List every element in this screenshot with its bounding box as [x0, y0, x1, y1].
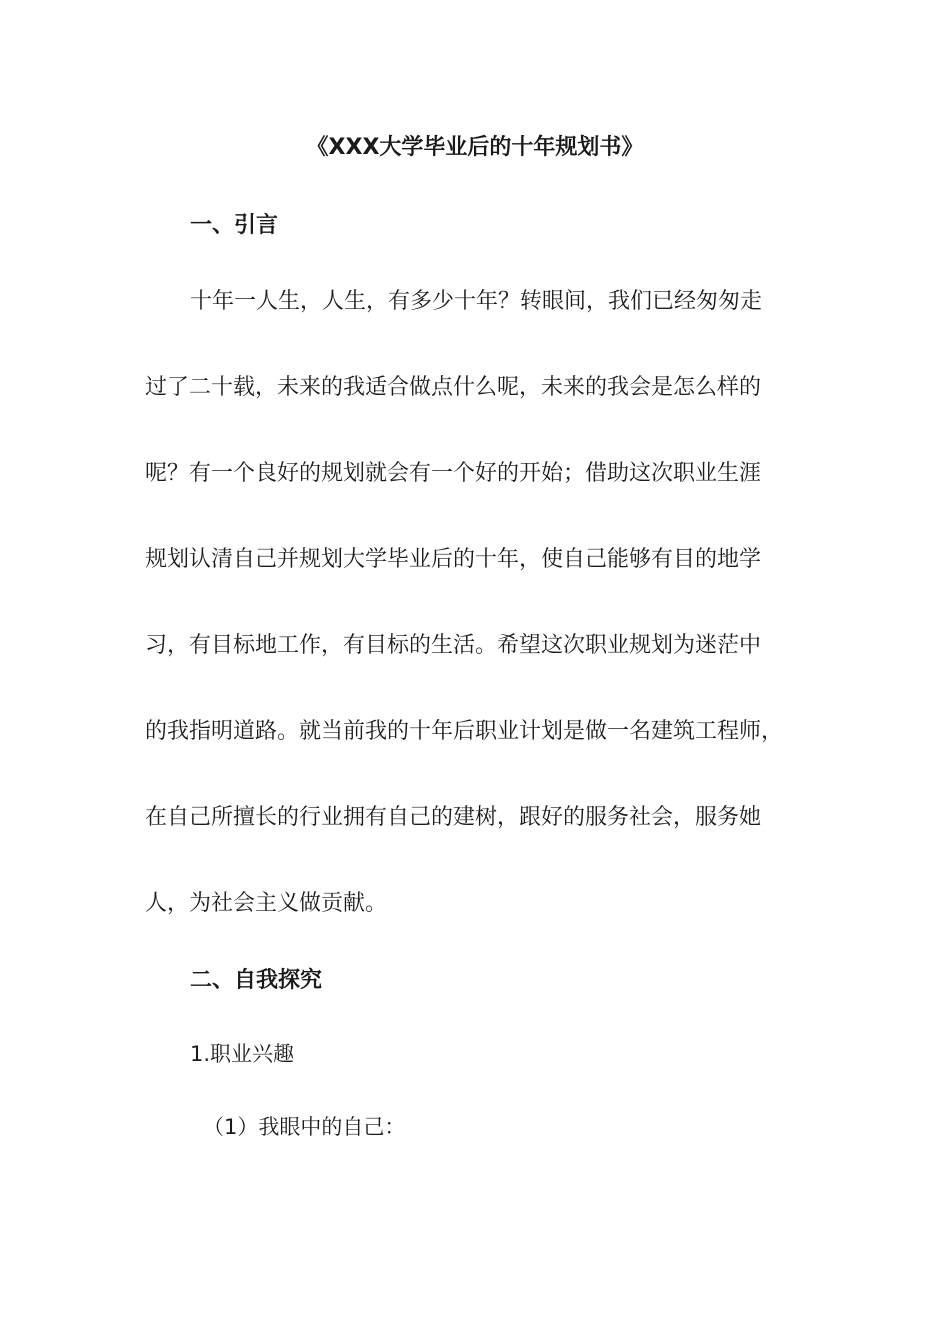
- section-heading-intro: 一、引言: [190, 213, 279, 238]
- paragraph-line: 习，有目标地工作，有目标的生活。希望这次职业规划为迷茫中: [145, 633, 762, 658]
- paragraph-line: 十年一人生，人生，有多少十年？转眼间，我们已经匆匆走: [190, 289, 763, 314]
- subsection-heading-career-interest: 1.职业兴趣: [190, 1042, 295, 1066]
- document-title: 《XXX大学毕业后的十年规划书》: [306, 135, 644, 160]
- paragraph-line: 在自己所擅长的行业拥有自己的建树，跟好的服务社会，服务她: [145, 805, 762, 830]
- paragraph-line: 过了二十载，未来的我适合做点什么呢，未来的我会是怎么样的: [145, 375, 762, 400]
- paragraph-line: 的我指明道路。就当前我的十年后职业计划是做一名建筑工程师，: [145, 719, 784, 744]
- section-heading-self-exploration: 二、自我探究: [190, 968, 323, 993]
- paragraph-line: 规划认清自己并规划大学毕业后的十年，使自己能够有目的地学: [145, 547, 762, 572]
- paragraph-line: 呢？有一个良好的规划就会有一个好的开始；借助这次职业生涯: [145, 461, 762, 486]
- list-item-self-view: （1）我眼中的自己：: [203, 1115, 406, 1139]
- paragraph-line: 人，为社会主义做贡献。: [145, 891, 388, 916]
